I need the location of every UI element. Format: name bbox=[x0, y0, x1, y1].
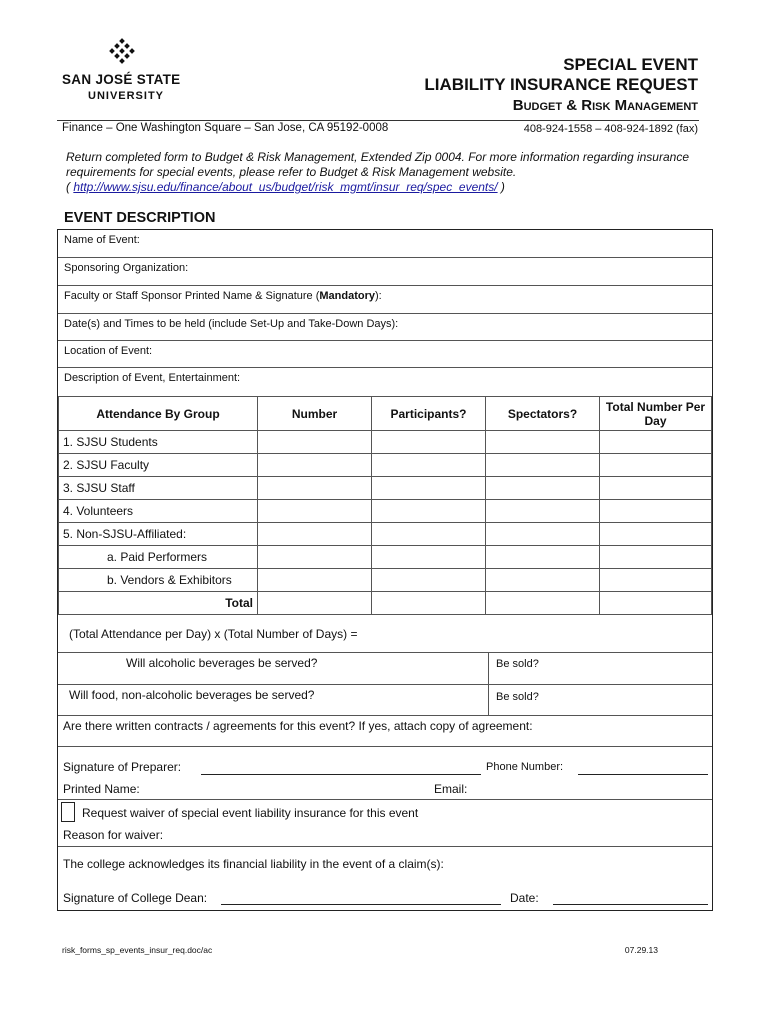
cell-number[interactable] bbox=[258, 546, 372, 569]
row-label: 5. Non-SJSU-Affiliated: bbox=[59, 523, 258, 546]
divider bbox=[488, 684, 489, 715]
header-participants: Participants? bbox=[372, 397, 486, 431]
dates-field[interactable] bbox=[58, 314, 712, 341]
cell-number[interactable] bbox=[258, 592, 372, 615]
cell-participants[interactable] bbox=[372, 546, 486, 569]
cell-spectators[interactable] bbox=[486, 477, 600, 500]
total-label: Total bbox=[59, 592, 258, 615]
cell-total[interactable] bbox=[600, 454, 712, 477]
cell-number[interactable] bbox=[258, 500, 372, 523]
cell-participants[interactable] bbox=[372, 431, 486, 454]
preparer-signature-label: Signature of Preparer: bbox=[63, 760, 182, 774]
header-attendance-group: Attendance By Group bbox=[59, 397, 258, 431]
sponsor-org-field[interactable] bbox=[58, 258, 712, 286]
cell-total[interactable] bbox=[600, 569, 712, 592]
cell-participants[interactable] bbox=[372, 454, 486, 477]
cell-number[interactable] bbox=[258, 523, 372, 546]
acknowledge-text: The college acknowledges its financial liability in the event of a claim(s): bbox=[63, 857, 444, 871]
date-line[interactable] bbox=[553, 904, 708, 905]
divider bbox=[58, 715, 712, 716]
divider bbox=[58, 652, 712, 653]
header-total-per-day: Total Number Per Day bbox=[600, 397, 712, 431]
faculty-sponsor-text: Faculty or Staff Sponsor Printed Name & Signature ( bbox=[64, 290, 320, 302]
faculty-sponsor-end: ): bbox=[375, 290, 382, 302]
address: Finance – One Washington Square – San Jose, CA 95192-0008 bbox=[62, 122, 389, 134]
cell-spectators[interactable] bbox=[486, 523, 600, 546]
cell-spectators[interactable] bbox=[486, 546, 600, 569]
header-number: Number bbox=[258, 397, 372, 431]
footer-filename: risk_forms_sp_events_insur_req.doc/ac bbox=[62, 945, 213, 955]
food-sold-label: Be sold? bbox=[496, 691, 539, 703]
description-label: Description of Event, Entertainment: bbox=[64, 372, 241, 384]
phone-numbers: 408-924-1558 – 408-924-1892 (fax) bbox=[523, 123, 698, 135]
instructions-text: Return completed form to Budget & Risk Management, Extended Zip 0004. For more information regarding insurance requirements for special events, please refer to Budget & Risk Management website. bbox=[66, 150, 689, 179]
cell-participants[interactable] bbox=[372, 500, 486, 523]
divider bbox=[58, 799, 712, 800]
faculty-sponsor-label bbox=[64, 290, 382, 302]
email-label: Email: bbox=[434, 782, 468, 796]
dean-signature-label: Signature of College Dean: bbox=[63, 891, 208, 905]
attendance-table bbox=[58, 396, 712, 615]
cell-spectators[interactable] bbox=[486, 454, 600, 477]
contracts-question: Are there written contracts / agreements for this event? If yes, attach copy of agreement: bbox=[63, 719, 533, 733]
cell-number[interactable] bbox=[258, 569, 372, 592]
cell-participants[interactable] bbox=[372, 592, 486, 615]
row-label: 3. SJSU Staff bbox=[59, 477, 258, 500]
table-row bbox=[59, 500, 712, 523]
header-spectators: Spectators? bbox=[486, 397, 600, 431]
cell-participants[interactable] bbox=[372, 569, 486, 592]
location-field[interactable] bbox=[58, 341, 712, 368]
dean-signature-line[interactable] bbox=[221, 904, 501, 905]
cell-participants[interactable] bbox=[372, 477, 486, 500]
university-sub: UNIVERSITY bbox=[88, 90, 165, 102]
row-label: 1. SJSU Students bbox=[59, 431, 258, 454]
faculty-sponsor-field[interactable] bbox=[58, 286, 712, 314]
row-label: a. Paid Performers bbox=[59, 546, 258, 569]
cell-spectators[interactable] bbox=[486, 569, 600, 592]
university-name: SAN JOSÉ STATE bbox=[62, 72, 181, 87]
mandatory-text: Mandatory bbox=[319, 290, 375, 302]
divider bbox=[58, 684, 712, 685]
row-label: 2. SJSU Faculty bbox=[59, 454, 258, 477]
table-row bbox=[59, 546, 712, 569]
cell-total[interactable] bbox=[600, 477, 712, 500]
cell-spectators[interactable] bbox=[486, 592, 600, 615]
alcohol-question: Will alcoholic beverages be served? bbox=[126, 656, 318, 670]
sponsor-org-label: Sponsoring Organization: bbox=[64, 262, 189, 274]
cell-total[interactable] bbox=[600, 431, 712, 454]
header-divider bbox=[57, 120, 699, 121]
event-form bbox=[57, 229, 713, 911]
cell-participants[interactable] bbox=[372, 523, 486, 546]
divider bbox=[58, 846, 712, 847]
table-row bbox=[59, 569, 712, 592]
cell-total[interactable] bbox=[600, 523, 712, 546]
form-title-line2: LIABILITY INSURANCE REQUEST bbox=[424, 75, 698, 94]
description-field[interactable] bbox=[58, 368, 712, 396]
total-row bbox=[59, 592, 712, 615]
waiver-label: Request waiver of special event liability insurance for this event bbox=[82, 806, 419, 820]
website-link[interactable]: http://www.sjsu.edu/finance/about_us/budget/risk_mgmt/insur_req/spec_events/ bbox=[73, 180, 498, 194]
date-label: Date: bbox=[510, 891, 539, 905]
cell-number[interactable] bbox=[258, 431, 372, 454]
link-suffix: ) bbox=[497, 180, 505, 194]
cell-spectators[interactable] bbox=[486, 500, 600, 523]
calc-label: (Total Attendance per Day) x (Total Number of Days) = bbox=[69, 627, 358, 641]
preparer-signature-line[interactable] bbox=[201, 774, 481, 775]
form-title-line1: SPECIAL EVENT bbox=[563, 55, 698, 74]
phone-number-label: Phone Number: bbox=[486, 761, 564, 773]
alcohol-sold-label: Be sold? bbox=[496, 658, 539, 670]
link-prefix: ( bbox=[66, 180, 74, 194]
divider bbox=[488, 652, 489, 684]
row-label: 4. Volunteers bbox=[59, 500, 258, 523]
footer-date: 07.29.13 bbox=[624, 945, 658, 955]
table-row bbox=[59, 477, 712, 500]
event-name-field[interactable] bbox=[58, 230, 712, 258]
waiver-checkbox[interactable] bbox=[61, 802, 75, 822]
divider bbox=[58, 746, 712, 747]
table-row bbox=[59, 454, 712, 477]
row-label: b. Vendors & Exhibitors bbox=[59, 569, 258, 592]
event-name-label: Name of Event: bbox=[64, 234, 140, 246]
printed-name-label: Printed Name: bbox=[63, 782, 140, 796]
instructions bbox=[66, 150, 696, 195]
cell-number[interactable] bbox=[258, 454, 372, 477]
sjsu-logo-icon bbox=[107, 38, 137, 68]
phone-number-line[interactable] bbox=[578, 774, 708, 775]
cell-total[interactable] bbox=[600, 500, 712, 523]
cell-total[interactable] bbox=[600, 546, 712, 569]
table-row bbox=[59, 431, 712, 454]
table-row bbox=[59, 523, 712, 546]
section-title: EVENT DESCRIPTION bbox=[64, 210, 216, 226]
cell-spectators[interactable] bbox=[486, 431, 600, 454]
dates-label: Date(s) and Times to be held (include Set-Up and Take-Down Days): bbox=[64, 318, 399, 330]
cell-number[interactable] bbox=[258, 477, 372, 500]
department-title: Budget & Risk Management bbox=[512, 97, 698, 114]
food-question: Will food, non-alcoholic beverages be served? bbox=[69, 688, 315, 702]
cell-total[interactable] bbox=[600, 592, 712, 615]
location-label: Location of Event: bbox=[64, 345, 153, 357]
reason-label: Reason for waiver: bbox=[63, 828, 164, 842]
